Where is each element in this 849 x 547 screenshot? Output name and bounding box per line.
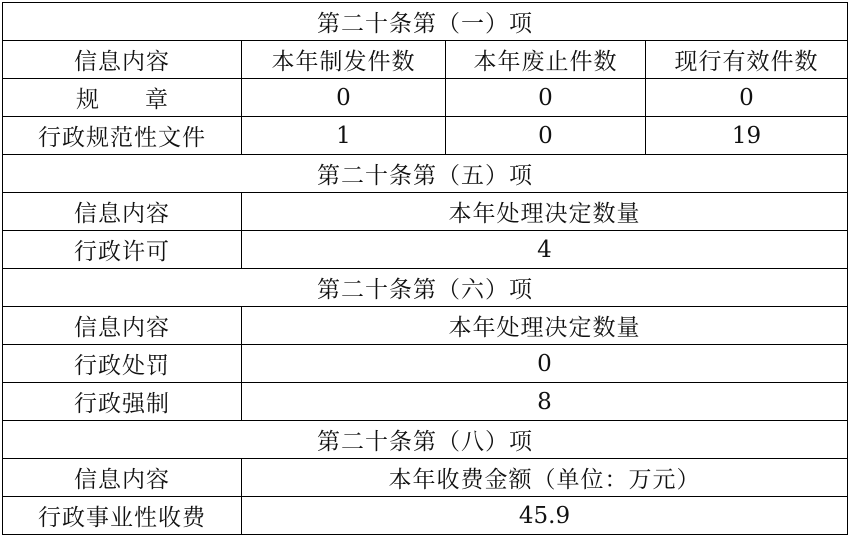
header-info-content: 信息内容 (3, 459, 242, 497)
section-title: 第二十条第（五）项 (3, 155, 848, 193)
header-info-content: 信息内容 (3, 193, 242, 231)
valid-value: 0 (646, 79, 848, 117)
header-value: 本年处理决定数量 (242, 193, 848, 231)
row-label: 行政许可 (3, 231, 242, 269)
header-row (3, 307, 848, 345)
header-info-content: 信息内容 (3, 307, 242, 345)
row-label: 行政规范性文件 (3, 117, 242, 155)
row-value: 0 (242, 345, 848, 383)
row-label: 行政事业性收费 (3, 497, 242, 535)
header-info-content: 信息内容 (3, 41, 242, 79)
table-row (3, 345, 848, 383)
row-label: 行政处罚 (3, 345, 242, 383)
header-row (3, 193, 848, 231)
row-label-part: 章 (145, 87, 168, 113)
row-value: 8 (242, 383, 848, 421)
table-row (3, 79, 848, 117)
abolished-value: 0 (446, 79, 646, 117)
row-label: 行政强制 (3, 383, 242, 421)
header-issued-count: 本年制发件数 (242, 41, 446, 79)
section-title-row (3, 421, 848, 459)
row-value: 45.9 (242, 497, 848, 535)
section-title: 第二十条第（八）项 (3, 421, 848, 459)
table-row (3, 117, 848, 155)
disclosure-table (2, 2, 848, 535)
table-row (3, 383, 848, 421)
abolished-value: 0 (446, 117, 646, 155)
section-title-row (3, 269, 848, 307)
section-title: 第二十条第（一）项 (3, 3, 848, 41)
header-valid-count: 现行有效件数 (646, 41, 848, 79)
table-row (3, 231, 848, 269)
table-row (3, 497, 848, 535)
issued-value: 0 (242, 79, 446, 117)
issued-value: 1 (242, 117, 446, 155)
section-title-row (3, 155, 848, 193)
valid-value: 19 (646, 117, 848, 155)
header-abolished-count: 本年废止件数 (446, 41, 646, 79)
row-label-part: 规 (76, 87, 99, 113)
row-value: 4 (242, 231, 848, 269)
header-row (3, 459, 848, 497)
section-title-row (3, 3, 848, 41)
header-row (3, 41, 848, 79)
header-value: 本年收费金额（单位：万元） (242, 459, 848, 497)
header-value: 本年处理决定数量 (242, 307, 848, 345)
section-title: 第二十条第（六）项 (3, 269, 848, 307)
row-label-regulations (3, 79, 242, 117)
